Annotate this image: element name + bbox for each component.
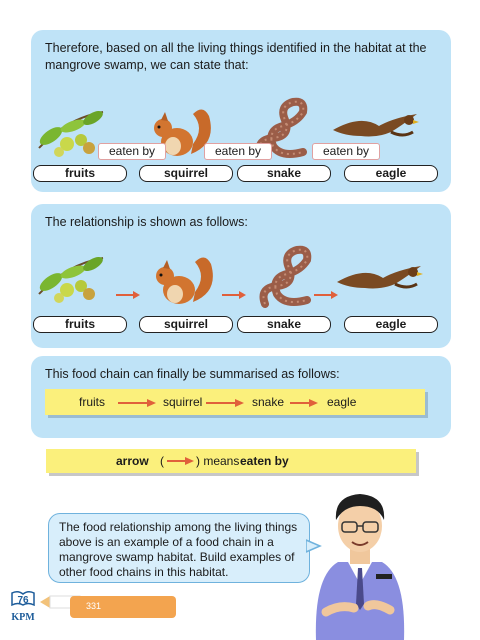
organism-label-snake: snake <box>237 316 331 333</box>
fruits-illustration <box>37 108 107 160</box>
organism-label-squirrel: squirrel <box>139 165 233 182</box>
panel-intro-text: The relationship is shown as follows: <box>45 215 248 229</box>
food-chain-note <box>45 389 425 415</box>
organism-label-eagle: eagle <box>344 165 438 182</box>
speech-bubble <box>48 513 310 583</box>
chain-item-snake: snake <box>252 395 285 409</box>
snake-illustration <box>257 244 317 310</box>
legend-open-paren: ( <box>160 454 164 468</box>
chain-item-eagle: eagle <box>327 395 357 409</box>
panel-intro-text: This food chain can finally be summarised as follows: <box>45 367 340 381</box>
arrow-icon <box>115 290 141 300</box>
panel-intro-text: Therefore, based on all the living things identified in the habitat at the mangrove swamp, we can state that: <box>45 41 427 72</box>
page-number: 76 <box>17 595 29 606</box>
arrow-icon <box>166 456 196 466</box>
eagle-illustration <box>335 260 425 300</box>
legend-word: arrow <box>116 454 149 468</box>
speech-bubble-text: The food relationship among the living things above is an example of a food chain in a mangrove swamp habitat. Build examples of other food chains in this habitat. <box>59 520 298 579</box>
organism-label-eagle: eagle <box>344 316 438 333</box>
organism-label-fruits: fruits <box>33 165 127 182</box>
organism-label-fruits: fruits <box>33 316 127 333</box>
chain-item-fruits: fruits <box>79 395 106 409</box>
arrow-icon <box>221 290 247 300</box>
food-chain-summary-panel <box>31 356 451 438</box>
eagle-illustration <box>331 108 421 148</box>
arrow-icon <box>289 398 319 408</box>
chain-item-squirrel: squirrel <box>163 395 203 409</box>
legend-close-text: ) means <box>196 454 240 468</box>
eaten-by-label-1: eaten by <box>98 143 166 160</box>
arrow-icon <box>117 398 157 408</box>
summary-panel <box>31 30 451 192</box>
arrow-legend <box>46 449 416 473</box>
organism-label-squirrel: squirrel <box>139 316 233 333</box>
page-number-block <box>6 590 40 606</box>
relationship-panel <box>31 204 451 348</box>
fruits-illustration <box>37 254 107 306</box>
eaten-by-label-3: eaten by <box>312 143 380 160</box>
legend-meaning: eaten by <box>240 454 289 468</box>
teacher-illustration <box>304 484 414 640</box>
organism-label-snake: snake <box>237 165 331 182</box>
footer-code: 331 <box>86 601 102 611</box>
squirrel-illustration <box>149 252 219 308</box>
publisher-logo: KPM <box>11 612 35 623</box>
footer-code-bar <box>70 596 176 618</box>
eaten-by-label-2: eaten by <box>204 143 272 160</box>
arrow-icon <box>205 398 245 408</box>
